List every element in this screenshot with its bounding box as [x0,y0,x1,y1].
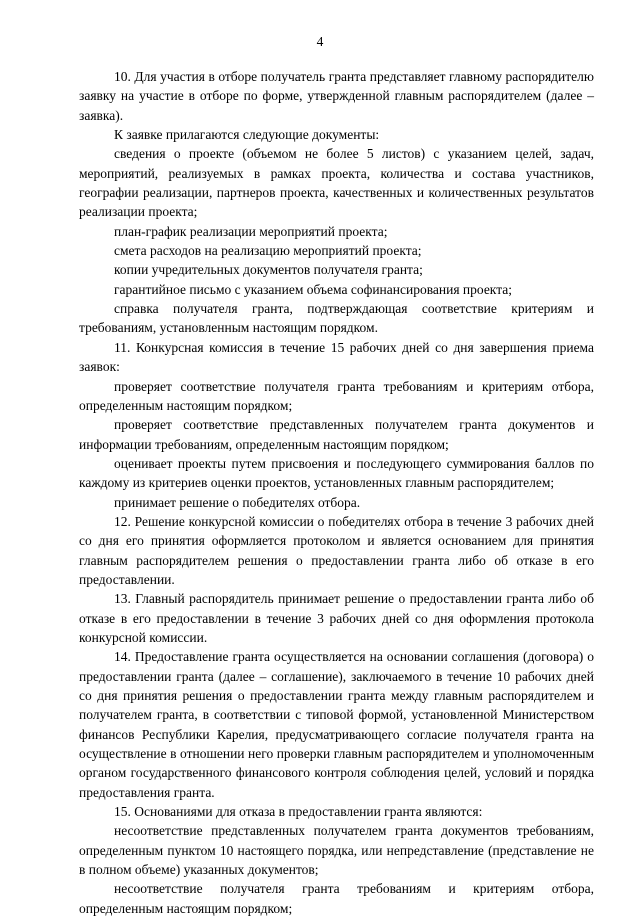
list-item-checks-documents: проверяет соответствие представленных получателем гранта документов и информации требованиям, определенным настоящим порядком; [79,417,594,452]
list-item-recipient-mismatch: несоответствие получателя гранта требованиям и критериям отбора, определенным настоящим порядком; [79,881,594,916]
list-item-project-info: сведения о проекте (объемом не более 5 листов) с указанием целей, задач, мероприятий, реализуемых в рамках проекта, количества и состава участников, географии реализации, партнеров проекта, качественных и количественных результатов реализации проекта; [79,146,594,220]
paragraph-attached-documents-intro: К заявке прилагаются следующие документы: [114,127,380,143]
list-item-checks-recipient: проверяет соответствие получателя гранта требованиям и критериям отбора, определенным настоящим порядком; [79,378,594,413]
list-item-guarantee-letter: гарантийное письмо с указанием объема софинансирования проекта; [114,281,512,297]
paragraph-15-refusal-grounds: 15. Основаниями для отказа в предоставлении гранта являются: [114,804,483,820]
paragraph-13-grant-decision: 13. Главный распорядитель принимает решение о предоставлении гранта либо об отказе в его предоставлении в течение 3 рабочих дней со дня оформления протокола конкурсной комиссии. [79,591,594,645]
list-item-budget: смета расходов на реализацию мероприятий проекта; [114,243,422,259]
list-item-schedule: план-график реализации мероприятий проекта; [114,223,388,239]
list-item-documents-mismatch: несоответствие представленных получателем гранта документов требованиям, определенным пунктом 10 настоящего порядка, или непредставление (представление не в полном объеме) указанных документов; [79,823,594,878]
paragraph-12-decision: 12. Решение конкурсной комиссии о победителях отбора в течение 3 рабочих дней со дня его принятия оформляется протоколом и является основанием для принятия главным распорядителем решения о предоставлении гранта либо об отказе в его предоставлении. [79,513,594,587]
page-number: 4 [316,34,324,49]
list-item-founding-documents: копии учредительных документов получателя гранта; [114,262,423,278]
list-item-evaluates-projects: оценивает проекты путем присвоения и последующего суммирования баллов по каждому из критериев оценки проектов, установленных главным распорядителем; [79,455,594,491]
list-item-decides-winners: принимает решение о победителях отбора. [114,494,361,510]
paragraph-11-commission: 11. Конкурсная комиссия в течение 15 рабочих дней со дня завершения приема заявок: [79,339,594,375]
paragraph-14-agreement: 14. Предоставление гранта осуществляется на основании соглашения (договора) о предоставлении гранта (далее – соглашение), заключаемого в течение 10 рабочих дней со дня принятия решения о предоставлении гранта между главным распорядителем и получателем гранта, в соответствии с типовой формой, установленной Министерством финансов Республики Карелия, предусматривающего согласие получателя гранта на осуществление в отношении него проверки главным распорядителем и уполномоченным органом государственного финансового контроля соблюдения целей, условий и порядка предоставления гранта. [79,649,594,800]
paragraph-10-application: 10. Для участия в отборе получатель гранта представляет главному распорядителю заявку на участие в отборе по форме, утвержденной главным распорядителем (далее – заявка). [79,69,594,123]
document-body [79,67,594,918]
list-item-compliance-certificate: справка получателя гранта, подтверждающая соответствие критериям и требованиям, установленным настоящим порядком. [79,301,594,336]
